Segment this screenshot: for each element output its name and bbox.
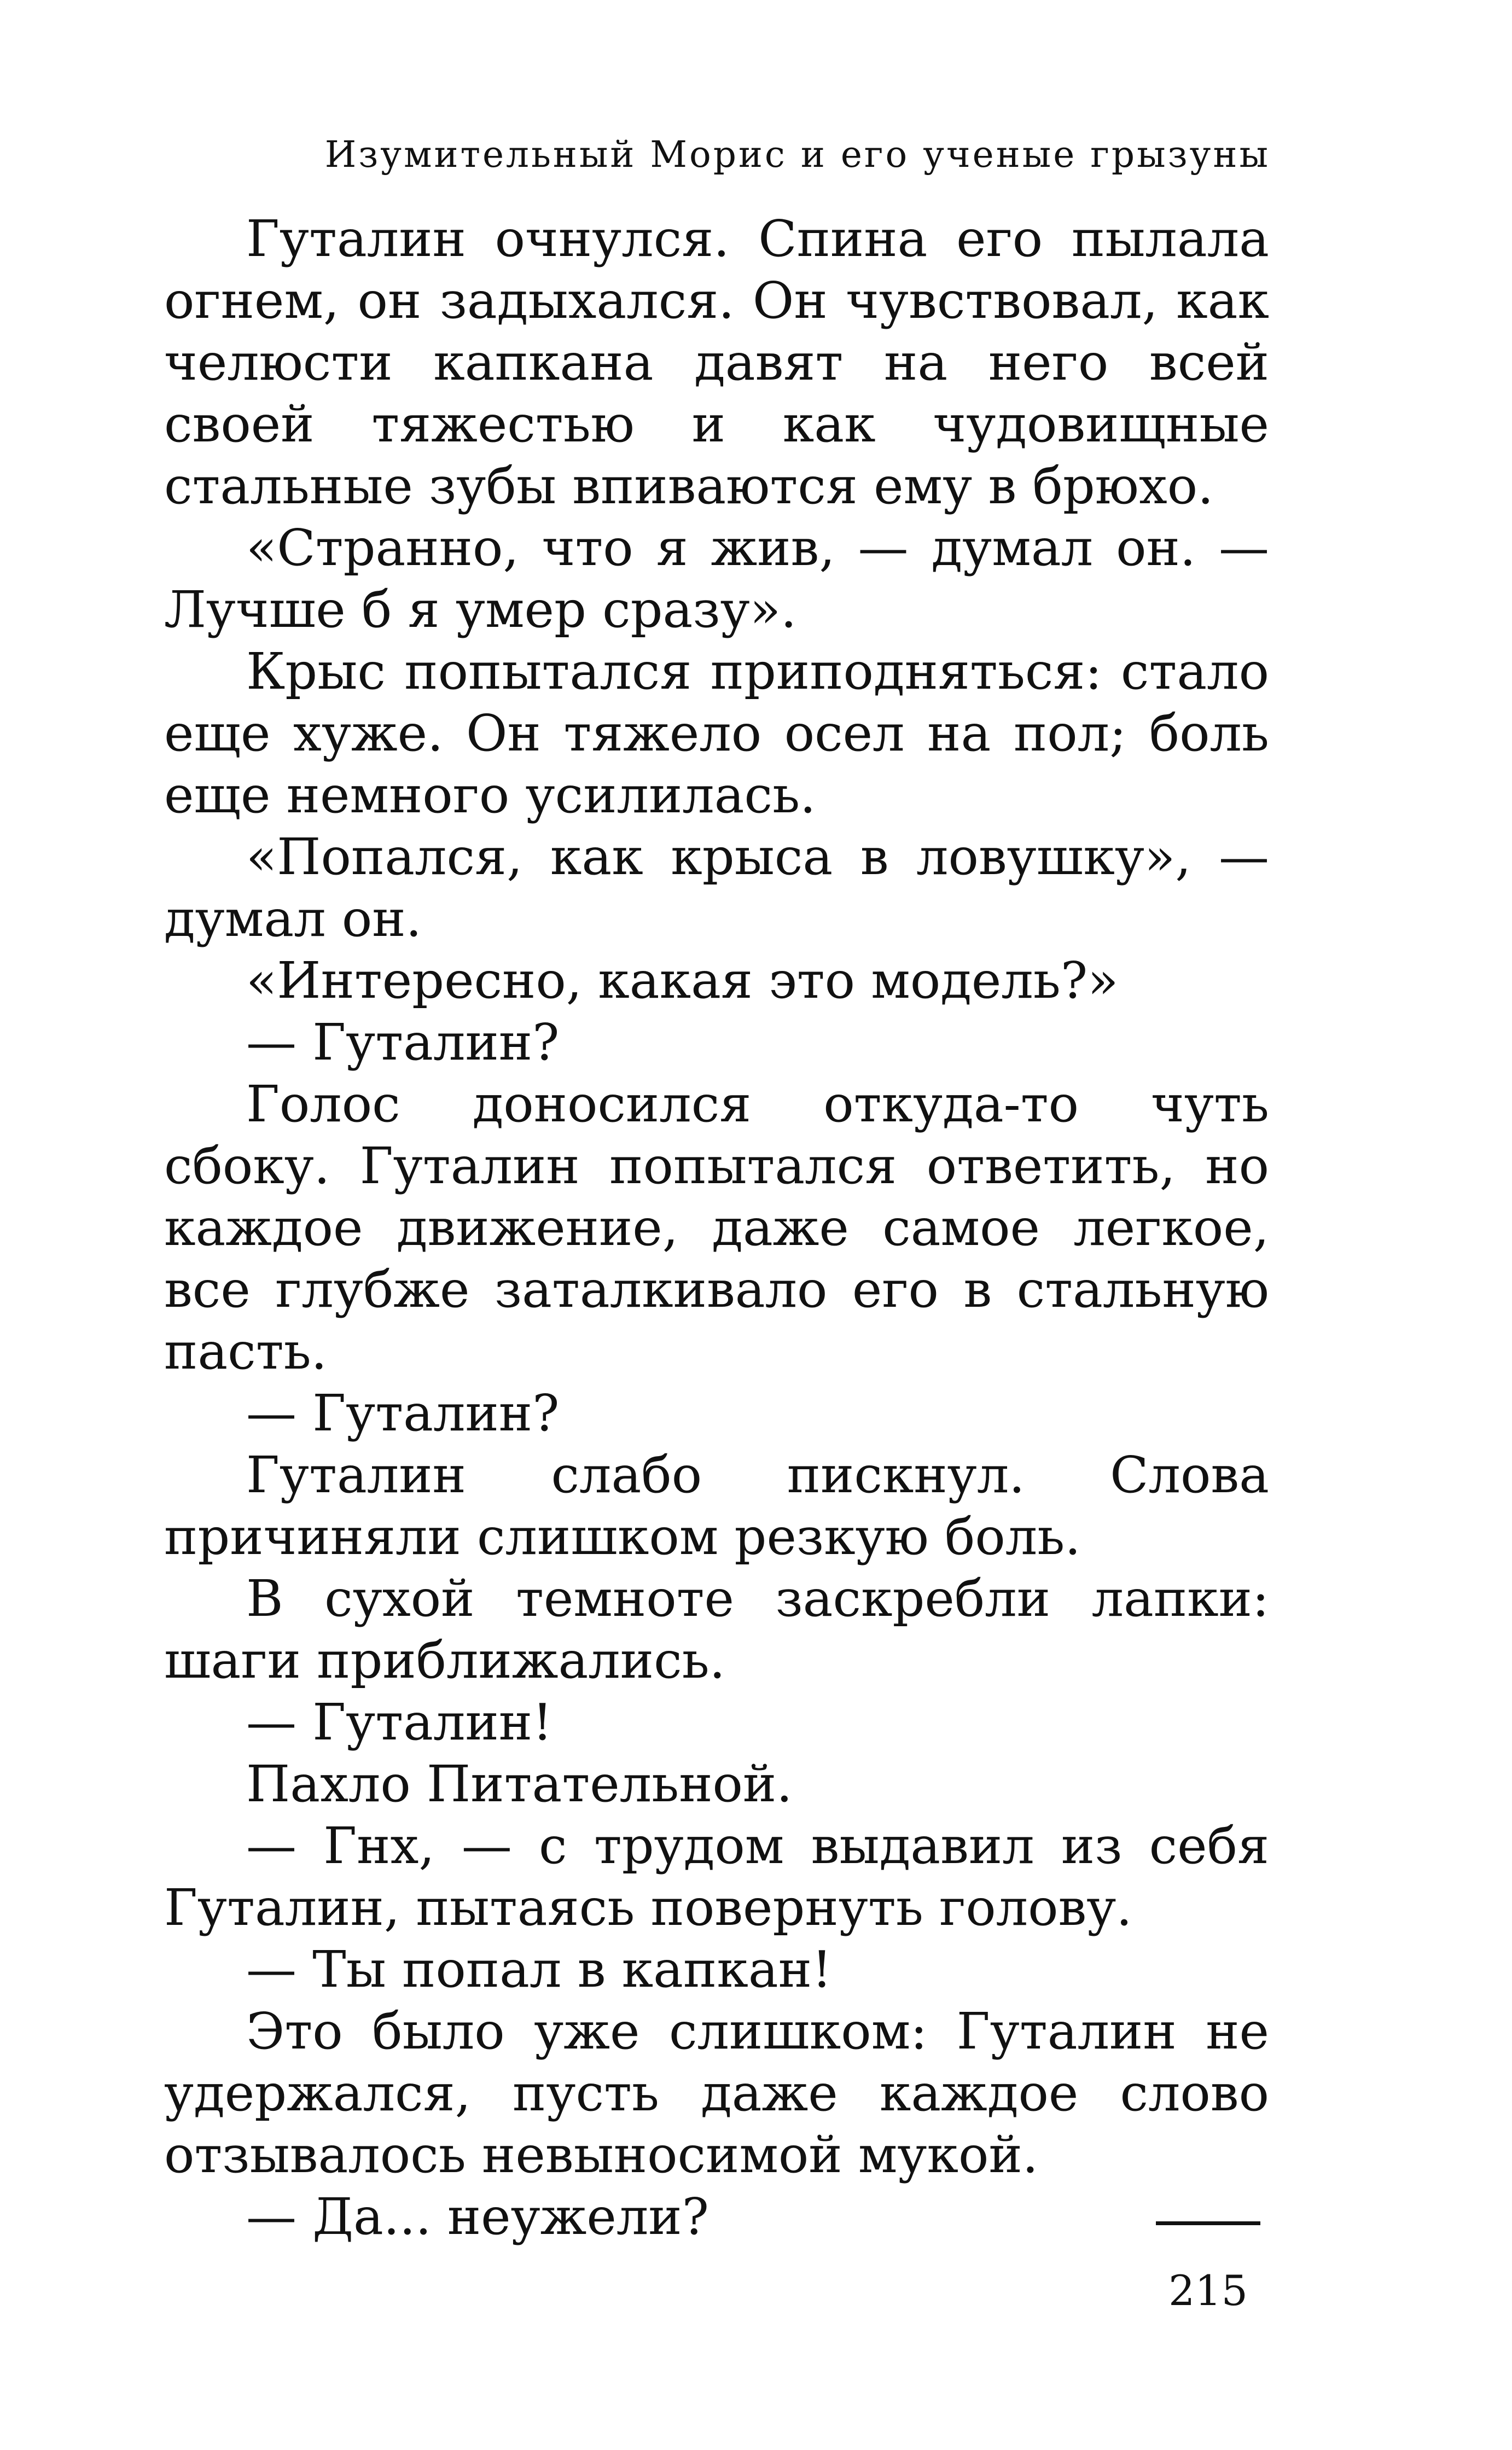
- dialogue-line: — Гнх, — с трудом выдавил из себя Гуталин, пытаясь повернуть голову.: [164, 1817, 1269, 1937]
- body-text: [164, 208, 1269, 2248]
- page-number: 215: [1168, 2266, 1248, 2315]
- dialogue-line: — Ты попал в капкан!: [246, 1940, 832, 1999]
- paragraph: Голос доносился откуда-то чуть сбоку. Гуталин попытался ответить, но каждое движение, даже самое легкое, все глубже заталкивало его в стальную пасть.: [164, 1075, 1269, 1381]
- paragraph: В сухой темноте заскребли лапки: шаги приближались.: [164, 1569, 1269, 1690]
- paragraph: Гуталин слабо пискнул. Слова причиняли слишком резкую боль.: [164, 1446, 1269, 1566]
- paragraph: Гуталин очнулся. Спина его пылала огнем, он задыхался. Он чувствовал, как челюсти капкана давят на него всей своей тяжестью и как чудовищные стальные зубы впиваются ему в брюхо.: [164, 209, 1269, 515]
- paragraph: Крыс попытался приподняться: стало еще хуже. Он тяжело осел на пол; боль еще немного усилилась.: [164, 642, 1269, 824]
- dialogue-line: — Да... неужели?: [246, 2187, 709, 2246]
- dialogue-line: — Гуталин?: [246, 1384, 560, 1442]
- paragraph: «Интересно, какая это модель?»: [246, 951, 1119, 1010]
- dialogue-line: — Гуталин!: [246, 1693, 553, 1751]
- paragraph: Это было уже слишком: Гуталин не удержался, пусть даже каждое слово отзывалось невыносимой мукой.: [164, 2002, 1269, 2184]
- footer-rule: [1156, 2221, 1260, 2225]
- paragraph: «Странно, что я жив, — думал он. — Лучше б я умер сразу».: [164, 519, 1269, 639]
- dialogue-line: — Гуталин?: [246, 1013, 560, 1072]
- running-head: Изумительный Морис и его ученые грызуны: [324, 133, 1270, 176]
- paragraph: Пахло Питательной.: [246, 1755, 793, 1813]
- paragraph: «Попался, как крыса в ловушку», — думал он.: [164, 828, 1269, 948]
